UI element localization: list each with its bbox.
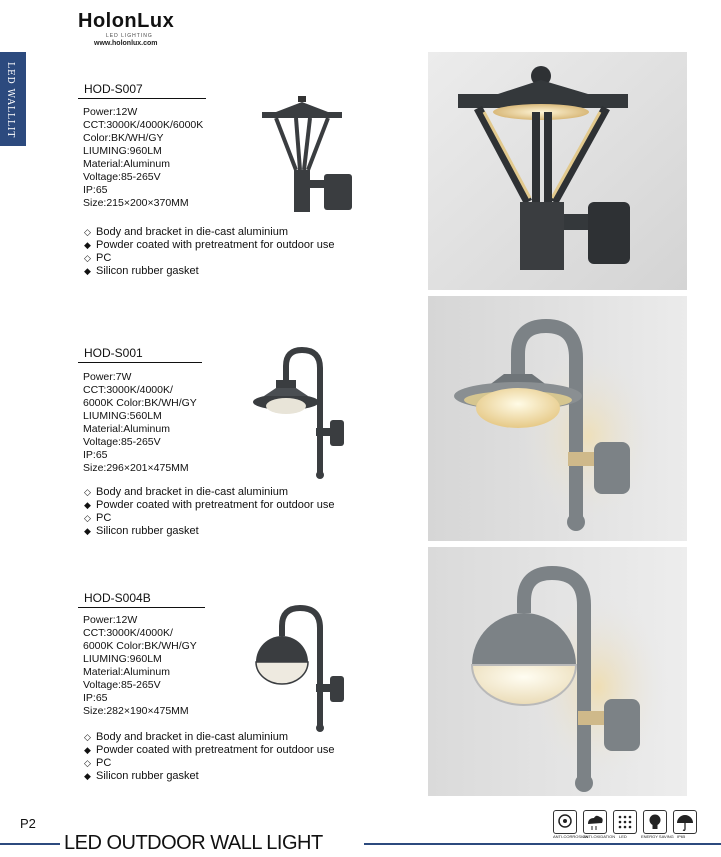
- badge-caption: IP65: [677, 834, 686, 839]
- badge-caption: ANTI-CORROSION: [553, 834, 589, 839]
- product-drawing-2: [250, 344, 350, 480]
- feature-item: ◇ PC: [84, 512, 112, 524]
- product-specs-2: [83, 371, 197, 475]
- feature-item: ◆ Powder coated with pretreatment for outdoor use: [84, 239, 335, 251]
- feature-item: ◆ Silicon rubber gasket: [84, 525, 199, 537]
- product-specs-3: [83, 614, 197, 718]
- brand-tagline: LED LIGHTING: [106, 33, 153, 39]
- product-drawing-1: [256, 96, 356, 216]
- spec-line: Voltage:85-265V: [83, 679, 161, 691]
- product-features-1: [84, 226, 334, 278]
- spec-line: 6000K Color:BK/WH/GY: [83, 397, 197, 409]
- product-photo-3: [428, 547, 687, 796]
- product-features-2: [84, 486, 334, 538]
- anti-corrosion-icon: [553, 810, 577, 834]
- feature-item: ◇ Body and bracket in die-cast aluminium: [84, 226, 288, 238]
- footer-rule-left: [0, 843, 60, 845]
- feature-item: ◇ Body and bracket in die-cast aluminium: [84, 486, 288, 498]
- feature-bullet-icon: ◆: [84, 526, 91, 536]
- spec-line: 6000K Color:BK/WH/GY: [83, 640, 197, 652]
- feature-bullet-icon: ◇: [84, 513, 91, 523]
- feature-item: ◇ PC: [84, 252, 112, 264]
- feature-bullet-icon: ◇: [84, 758, 91, 768]
- spec-line: Voltage:85-265V: [83, 436, 161, 448]
- spec-line: Size:282×190×475MM: [83, 705, 189, 717]
- spec-line: Power:12W: [83, 106, 138, 118]
- spec-line: LIUMING:960LM: [83, 145, 162, 157]
- feature-item: ◆ Silicon rubber gasket: [84, 265, 199, 277]
- spec-line: Voltage:85-265V: [83, 171, 161, 183]
- spec-line: CCT:3000K/4000K/: [83, 384, 173, 396]
- feature-bullet-icon: ◇: [84, 227, 91, 237]
- spec-line: IP:65: [83, 449, 108, 461]
- side-tab-label: LED WALLLIT: [5, 62, 15, 139]
- model-underline-3: [78, 607, 205, 608]
- badge-caption: LED: [619, 834, 627, 839]
- product-model-1: HOD-S007: [84, 82, 143, 96]
- page-number: P2: [20, 816, 36, 831]
- badge-caption: ANTI-OXIDATION: [583, 834, 616, 839]
- spec-line: LIUMING:560LM: [83, 410, 162, 422]
- spec-line: Material:Aluminum: [83, 158, 170, 170]
- feature-bullet-icon: ◆: [84, 500, 91, 510]
- feature-item: ◆ Silicon rubber gasket: [84, 770, 199, 782]
- brand-name: HolonLux: [78, 10, 175, 32]
- energy-saving-bulb-icon: [643, 810, 667, 834]
- feature-bullet-icon: ◆: [84, 771, 91, 781]
- footer-rule-right: [364, 843, 721, 845]
- led-icon: [613, 810, 637, 834]
- badge-caption: ENERGY SAVING: [641, 834, 674, 839]
- spec-line: Color:BK/WH/GY: [83, 132, 164, 144]
- product-photo-2: [428, 296, 687, 541]
- spec-line: Size:296×201×475MM: [83, 462, 189, 474]
- model-underline-2: [78, 362, 202, 363]
- product-drawing-3: [250, 602, 350, 732]
- product-features-3: [84, 731, 334, 783]
- feature-bullet-icon: ◆: [84, 745, 91, 755]
- product-photo-1: [428, 52, 687, 290]
- spec-line: Material:Aluminum: [83, 666, 170, 678]
- feature-item: ◆ Powder coated with pretreatment for outdoor use: [84, 499, 335, 511]
- spec-line: CCT:3000K/4000K/6000K: [83, 119, 204, 131]
- feature-bullet-icon: ◆: [84, 240, 91, 250]
- feature-item: ◆ Powder coated with pretreatment for outdoor use: [84, 744, 335, 756]
- brand-logo: [78, 10, 188, 50]
- product-model-3: HOD-S004B: [84, 591, 151, 605]
- spec-line: LIUMING:960LM: [83, 653, 162, 665]
- product-model-2: HOD-S001: [84, 346, 143, 360]
- spec-line: Power:12W: [83, 614, 138, 626]
- spec-line: Size:215×200×370MM: [83, 197, 189, 209]
- section-side-tab: [0, 52, 26, 146]
- feature-badges: [553, 810, 697, 839]
- feature-item: ◇ Body and bracket in die-cast aluminium: [84, 731, 288, 743]
- spec-line: Material:Aluminum: [83, 423, 170, 435]
- feature-item: ◇ PC: [84, 757, 112, 769]
- feature-bullet-icon: ◆: [84, 266, 91, 276]
- feature-bullet-icon: ◇: [84, 487, 91, 497]
- feature-bullet-icon: ◇: [84, 253, 91, 263]
- brand-url: www.holonlux.com: [94, 40, 158, 47]
- footer-title: LED OUTDOOR WALL LIGHT: [64, 832, 323, 854]
- product-specs-1: [83, 106, 203, 210]
- feature-bullet-icon: ◇: [84, 732, 91, 742]
- ip65-umbrella-icon: [673, 810, 697, 834]
- spec-line: IP:65: [83, 184, 108, 196]
- spec-line: CCT:3000K/4000K/: [83, 627, 173, 639]
- model-underline-1: [78, 98, 206, 99]
- anti-oxidation-icon: [583, 810, 607, 834]
- spec-line: IP:65: [83, 692, 108, 704]
- spec-line: Power:7W: [83, 371, 132, 383]
